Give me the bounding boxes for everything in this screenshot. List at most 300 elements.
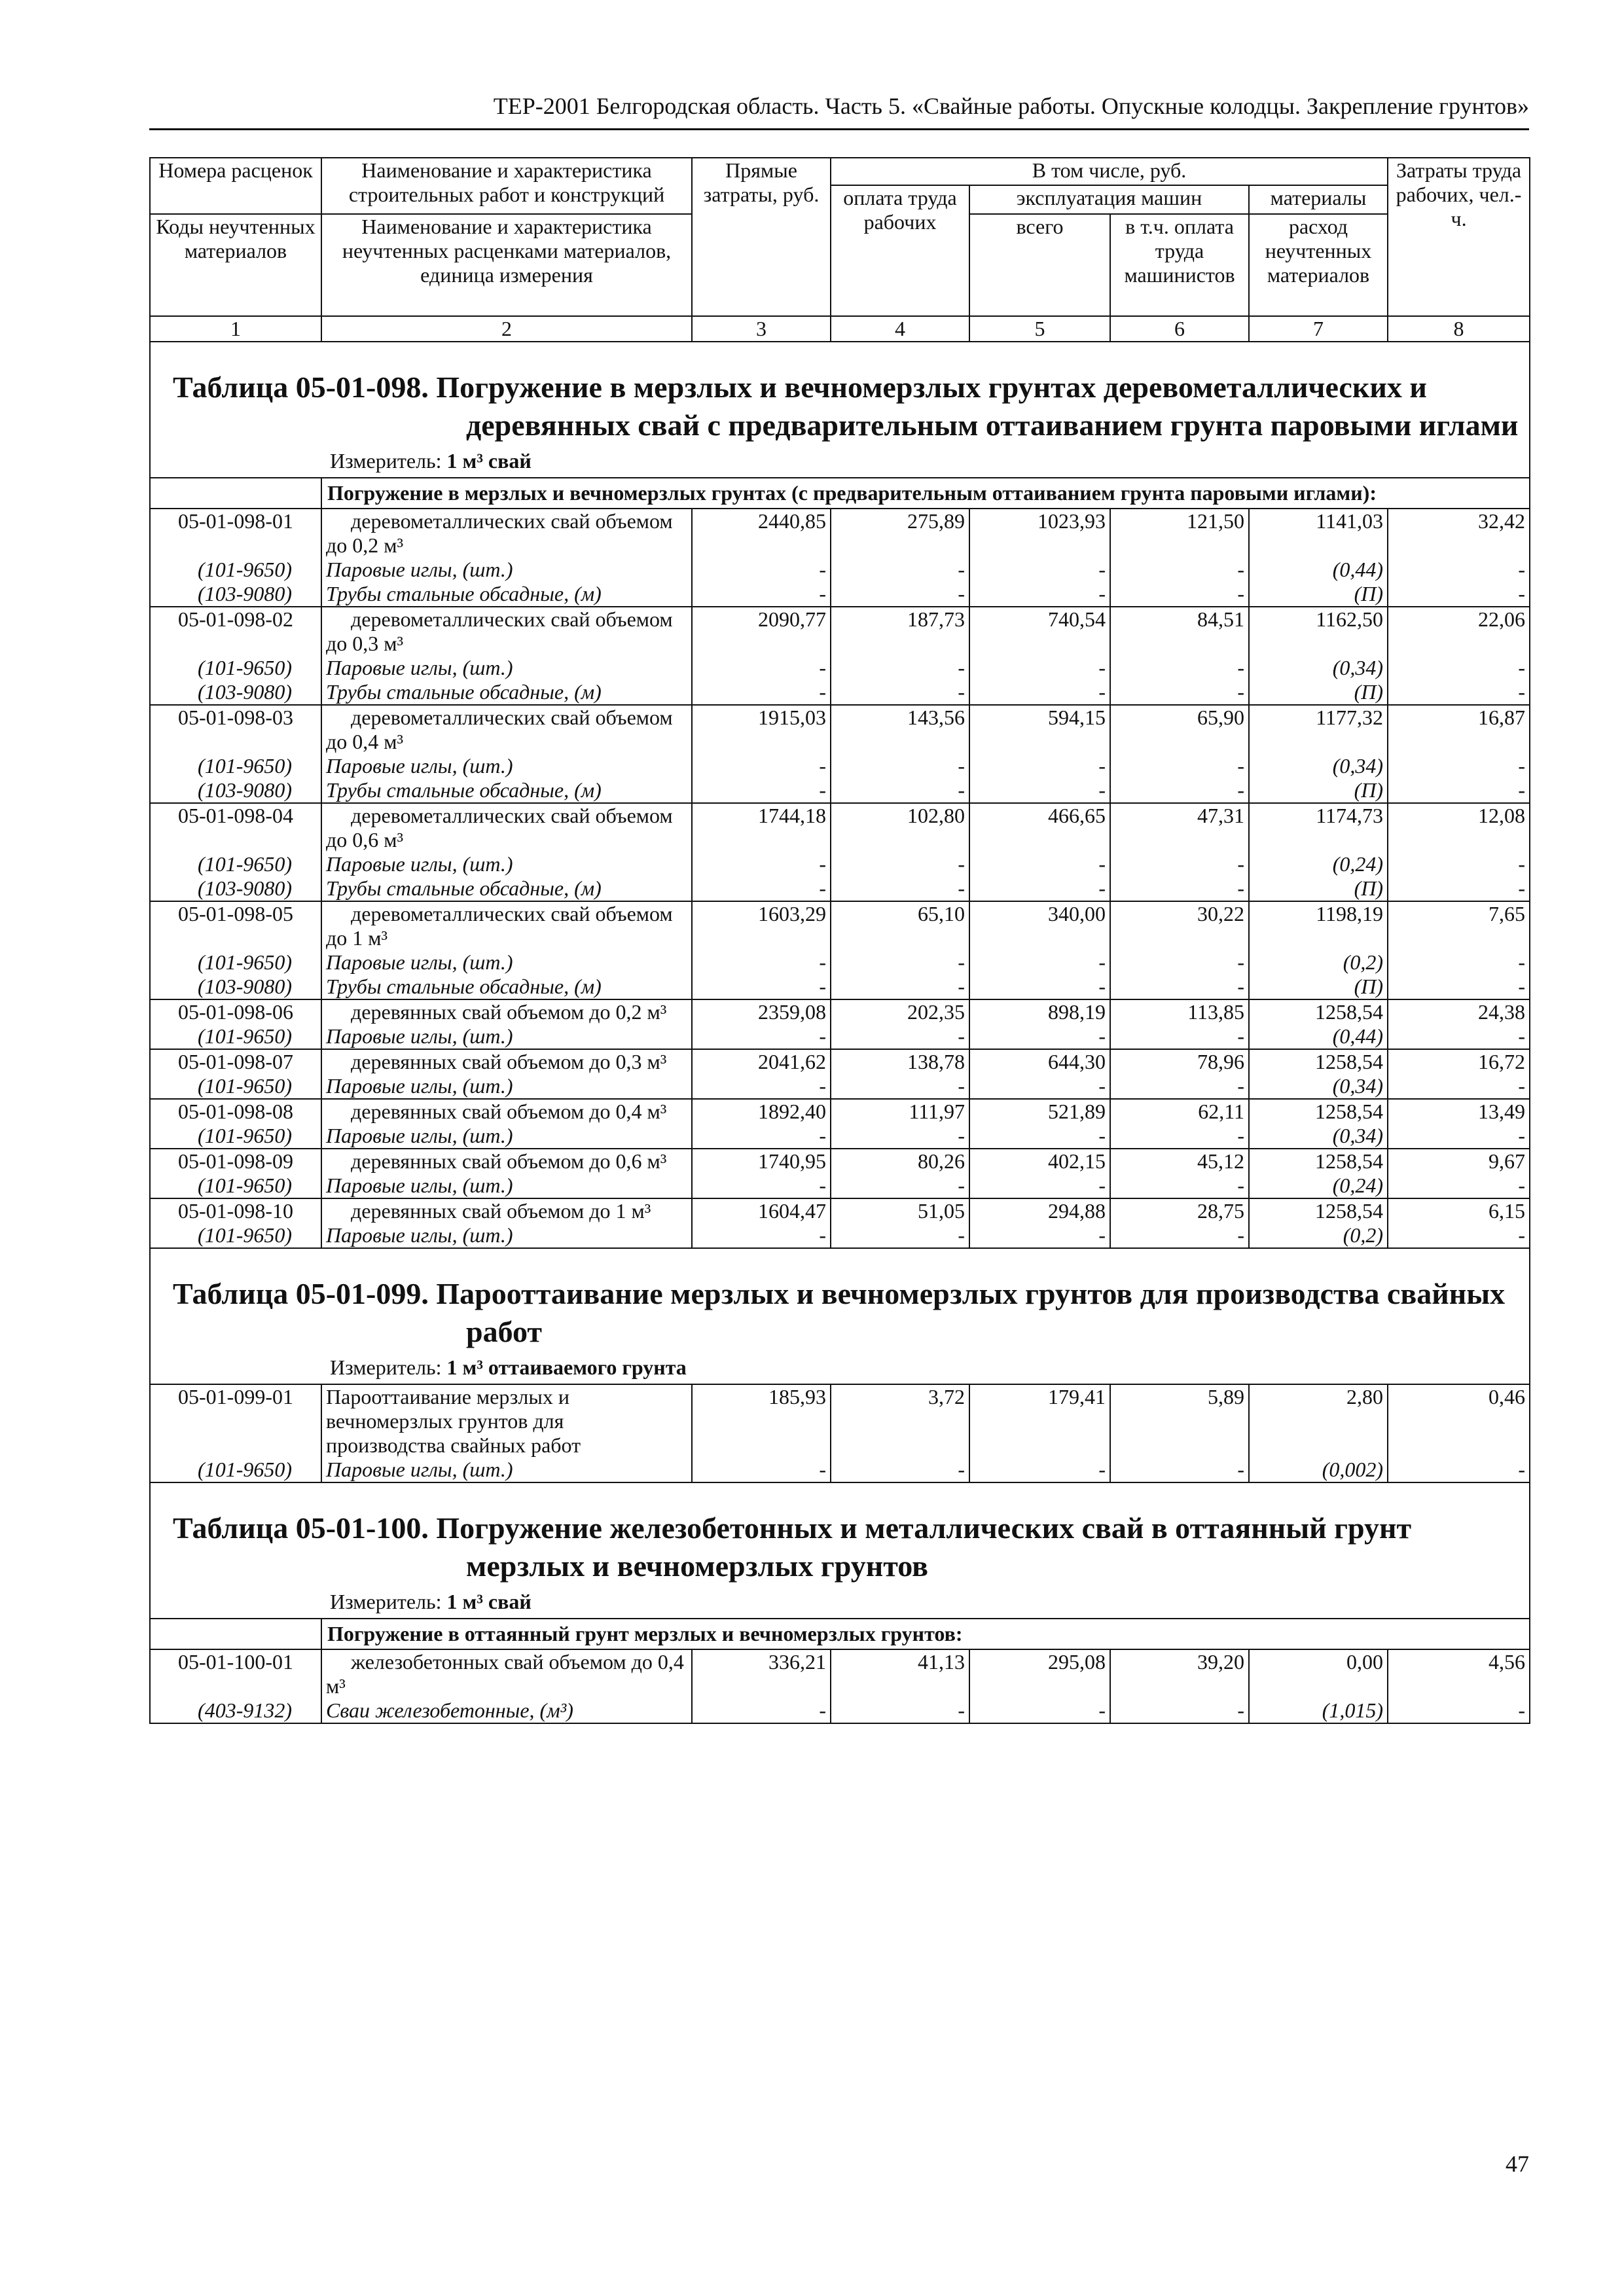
material-value: (0,24) [1249, 1174, 1388, 1198]
rate-value: 295,08 [969, 1649, 1110, 1698]
rate-value: 32,42 [1388, 509, 1530, 558]
material-value: - [1388, 950, 1530, 975]
rate-code: 05-01-098-01 [150, 509, 321, 558]
column-number-row [150, 316, 1530, 342]
material-value: - [969, 876, 1110, 901]
material-value: - [692, 1074, 831, 1099]
rate-name: деревометаллических свай объемом до 0,3 м³ [321, 607, 692, 656]
rate-value: 2359,08 [692, 999, 831, 1024]
rate-value: 2090,77 [692, 607, 831, 656]
table-meter [173, 1589, 1520, 1614]
material-code: (103-9080) [150, 582, 321, 607]
material-value: - [1388, 1698, 1530, 1723]
meter-label: Измеритель: [330, 1590, 442, 1613]
table-row [150, 1049, 1530, 1074]
material-name: Паровые иглы, (шт.) [321, 754, 692, 778]
rate-value: 521,89 [969, 1099, 1110, 1124]
column-number: 3 [692, 316, 831, 342]
rate-value: 113,85 [1110, 999, 1249, 1024]
material-value: - [1110, 680, 1249, 705]
header-machines-total: всего [969, 214, 1110, 316]
material-value: (П) [1249, 975, 1388, 999]
rate-value: 84,51 [1110, 607, 1249, 656]
material-value: - [1110, 852, 1249, 876]
rate-value: 0,46 [1388, 1384, 1530, 1458]
material-value: - [1110, 1223, 1249, 1248]
material-row [150, 558, 1530, 582]
header-col2-top: Наименование и характеристика строительных работ и конструкций [321, 158, 692, 214]
material-code: (103-9080) [150, 680, 321, 705]
material-row [150, 656, 1530, 680]
rate-value: 1177,32 [1249, 705, 1388, 754]
material-name: Паровые иглы, (шт.) [321, 1458, 692, 1482]
material-value: (П) [1249, 680, 1388, 705]
table-row [150, 1149, 1530, 1174]
material-name: Паровые иглы, (шт.) [321, 656, 692, 680]
material-value: - [692, 1124, 831, 1149]
rate-value: 294,88 [969, 1198, 1110, 1223]
material-row [150, 852, 1530, 876]
material-value: (0,34) [1249, 656, 1388, 680]
material-value: - [692, 1223, 831, 1248]
rate-value: 16,72 [1388, 1049, 1530, 1074]
rate-value: 143,56 [831, 705, 969, 754]
material-value: - [969, 1124, 1110, 1149]
material-value: - [692, 876, 831, 901]
material-value: (П) [1249, 778, 1388, 803]
material-value: - [969, 680, 1110, 705]
rate-value: 9,67 [1388, 1149, 1530, 1174]
column-number: 2 [321, 316, 692, 342]
material-value: - [692, 1458, 831, 1482]
material-name: Трубы стальные обсадные, (м) [321, 975, 692, 999]
rate-value: 1604,47 [692, 1198, 831, 1223]
rate-value: 22,06 [1388, 607, 1530, 656]
material-value: - [1388, 876, 1530, 901]
rate-value: 78,96 [1110, 1049, 1249, 1074]
material-value: - [831, 852, 969, 876]
rate-value: 1258,54 [1249, 1198, 1388, 1223]
material-row [150, 778, 1530, 803]
material-value: - [831, 1124, 969, 1149]
rate-value: 202,35 [831, 999, 969, 1024]
material-value: - [969, 1074, 1110, 1099]
rate-value: 1162,50 [1249, 607, 1388, 656]
group-row [150, 478, 1530, 509]
rate-code: 05-01-098-10 [150, 1198, 321, 1223]
material-code: (101-9650) [150, 1223, 321, 1248]
material-value: (1,015) [1249, 1698, 1388, 1723]
material-value: - [969, 852, 1110, 876]
material-value: - [1110, 876, 1249, 901]
material-value: - [692, 1698, 831, 1723]
rate-value: 111,97 [831, 1099, 969, 1124]
column-number: 4 [831, 316, 969, 342]
material-code: (101-9650) [150, 950, 321, 975]
table-title: Таблица 05-01-098. Погружение в мерзлых и вечномерзлых грунтах деревометаллических и деревянных свай с предварительным оттаиванием грунта паровыми иглами [173, 370, 1519, 442]
material-code: (101-9650) [150, 1458, 321, 1482]
meter-value: 1 м³ оттаиваемого грунта [446, 1355, 687, 1379]
meter-value: 1 м³ свай [446, 1590, 532, 1613]
table-title-row [150, 1482, 1530, 1619]
header-labor: Затраты труда рабочих, чел.-ч. [1388, 158, 1530, 316]
material-value: - [1388, 1174, 1530, 1198]
material-value: - [692, 950, 831, 975]
rate-value: 65,10 [831, 901, 969, 950]
material-value: - [692, 1174, 831, 1198]
material-value: - [1388, 1458, 1530, 1482]
material-value: (0,2) [1249, 950, 1388, 975]
material-value: - [1388, 852, 1530, 876]
rate-name: деревометаллических свай объемом до 1 м³ [321, 901, 692, 950]
material-row [150, 680, 1530, 705]
rate-value: 1892,40 [692, 1099, 831, 1124]
rate-value: 0,00 [1249, 1649, 1388, 1698]
material-code: (101-9650) [150, 1074, 321, 1099]
rate-value: 1198,19 [1249, 901, 1388, 950]
material-value: - [692, 582, 831, 607]
material-code: (101-9650) [150, 754, 321, 778]
material-name: Трубы стальные обсадные, (м) [321, 876, 692, 901]
table-title-cell [150, 1482, 1530, 1619]
rate-value: 3,72 [831, 1384, 969, 1458]
rate-value: 12,08 [1388, 803, 1530, 852]
rate-value: 1258,54 [1249, 1049, 1388, 1074]
table-title: Таблица 05-01-100. Погружение железобетонных и металлических свай в оттаянный грунт мерзлых и вечномерзлых грунтов [173, 1511, 1412, 1583]
rate-value: 1023,93 [969, 509, 1110, 558]
material-value: - [969, 754, 1110, 778]
rate-value: 65,90 [1110, 705, 1249, 754]
group-heading: Погружение в мерзлых и вечномерзлых грунтах (с предварительным оттаиванием грунта паровыми иглами): [321, 478, 1530, 509]
material-code: (103-9080) [150, 778, 321, 803]
table-row [150, 1099, 1530, 1124]
material-value: (0,34) [1249, 754, 1388, 778]
rate-value: 1258,54 [1249, 1099, 1388, 1124]
rate-value: 185,93 [692, 1384, 831, 1458]
material-value: - [692, 680, 831, 705]
rate-value: 402,15 [969, 1149, 1110, 1174]
material-value: - [1388, 1024, 1530, 1049]
table-title-block [154, 1483, 1525, 1618]
material-value: - [831, 1698, 969, 1723]
material-name: Паровые иглы, (шт.) [321, 1124, 692, 1149]
header-machines-wage: в т.ч. оплата труда машинистов [1110, 214, 1249, 316]
price-table [149, 157, 1530, 1724]
rate-value: 62,11 [1110, 1099, 1249, 1124]
material-value: - [692, 558, 831, 582]
table-row [150, 803, 1530, 852]
rate-value: 275,89 [831, 509, 969, 558]
rate-value: 740,54 [969, 607, 1110, 656]
rate-name: деревометаллических свай объемом до 0,4 м³ [321, 705, 692, 754]
rate-value: 1740,95 [692, 1149, 831, 1174]
table-meter [173, 448, 1520, 473]
material-value: - [1110, 754, 1249, 778]
material-row [150, 1124, 1530, 1149]
material-value: - [1388, 1074, 1530, 1099]
material-value: - [692, 656, 831, 680]
material-value: - [1110, 1458, 1249, 1482]
material-name: Паровые иглы, (шт.) [321, 1223, 692, 1248]
rate-code: 05-01-098-06 [150, 999, 321, 1024]
material-value: - [1110, 1074, 1249, 1099]
rate-code: 05-01-098-08 [150, 1099, 321, 1124]
material-name: Паровые иглы, (шт.) [321, 1174, 692, 1198]
rate-value: 1915,03 [692, 705, 831, 754]
material-code: (101-9650) [150, 656, 321, 680]
material-value: (0,24) [1249, 852, 1388, 876]
material-value: - [969, 1698, 1110, 1723]
rate-value: 1258,54 [1249, 1149, 1388, 1174]
material-value: - [1388, 754, 1530, 778]
rate-value: 102,80 [831, 803, 969, 852]
rate-value: 2041,62 [692, 1049, 831, 1074]
column-number: 1 [150, 316, 321, 342]
material-value: - [1388, 680, 1530, 705]
rate-value: 80,26 [831, 1149, 969, 1174]
material-value: - [969, 656, 1110, 680]
material-value: - [1110, 1124, 1249, 1149]
column-number: 8 [1388, 316, 1530, 342]
rate-value: 16,87 [1388, 705, 1530, 754]
material-value: - [1388, 582, 1530, 607]
column-number: 6 [1110, 316, 1249, 342]
material-value: (0,34) [1249, 1074, 1388, 1099]
material-row [150, 754, 1530, 778]
material-name: Трубы стальные обсадные, (м) [321, 778, 692, 803]
rate-name: деревометаллических свай объемом до 0,2 м³ [321, 509, 692, 558]
table-title: Таблица 05-01-099. Парооттаивание мерзлых и вечномерзлых грунтов для производства свайных работ [173, 1277, 1506, 1348]
rate-value: 1174,73 [1249, 803, 1388, 852]
rate-value: 1258,54 [1249, 999, 1388, 1024]
material-row [150, 1024, 1530, 1049]
material-value: - [969, 582, 1110, 607]
material-value: - [1110, 582, 1249, 607]
group-empty-cell [150, 478, 321, 509]
rate-value: 28,75 [1110, 1198, 1249, 1223]
header-in-total: В том числе, руб. [831, 158, 1388, 185]
material-value: - [1388, 975, 1530, 999]
column-number: 7 [1249, 316, 1388, 342]
header-rule [149, 128, 1529, 130]
rate-value: 644,30 [969, 1049, 1110, 1074]
material-value: (П) [1249, 876, 1388, 901]
material-value: - [1110, 656, 1249, 680]
material-value: - [969, 778, 1110, 803]
meter-label: Измеритель: [330, 449, 442, 473]
material-row [150, 1174, 1530, 1198]
rate-value: 1603,29 [692, 901, 831, 950]
rate-code: 05-01-099-01 [150, 1384, 321, 1458]
rate-name: деревянных свай объемом до 0,6 м³ [321, 1149, 692, 1174]
material-value: - [692, 852, 831, 876]
group-empty-cell [150, 1619, 321, 1649]
rate-value: 1744,18 [692, 803, 831, 852]
material-value: - [1388, 558, 1530, 582]
rate-name: деревометаллических свай объемом до 0,6 м³ [321, 803, 692, 852]
price-table-body [150, 158, 1530, 1723]
rate-code: 05-01-098-07 [150, 1049, 321, 1074]
material-value: - [969, 558, 1110, 582]
material-code: (403-9132) [150, 1698, 321, 1723]
material-code: (101-9650) [150, 1174, 321, 1198]
header-direct-costs: Прямые затраты, руб. [692, 158, 831, 316]
material-value: (П) [1249, 582, 1388, 607]
rate-value: 187,73 [831, 607, 969, 656]
rate-value: 2,80 [1249, 1384, 1388, 1458]
material-value: - [1110, 950, 1249, 975]
material-value: - [831, 1223, 969, 1248]
material-value: - [1110, 1698, 1249, 1723]
material-value: - [969, 1174, 1110, 1198]
material-code: (101-9650) [150, 1024, 321, 1049]
material-name: Паровые иглы, (шт.) [321, 852, 692, 876]
rate-name: деревянных свай объемом до 1 м³ [321, 1198, 692, 1223]
material-value: - [1110, 1174, 1249, 1198]
material-row [150, 1074, 1530, 1099]
table-row [150, 1649, 1530, 1698]
rate-value: 7,65 [1388, 901, 1530, 950]
header-materials-sub: расход неучтенных материалов [1249, 214, 1388, 316]
material-code: (101-9650) [150, 558, 321, 582]
material-name: Паровые иглы, (шт.) [321, 1074, 692, 1099]
material-value: - [692, 1024, 831, 1049]
table-row [150, 1384, 1530, 1458]
table-row [150, 999, 1530, 1024]
rate-value: 179,41 [969, 1384, 1110, 1458]
material-name: Паровые иглы, (шт.) [321, 558, 692, 582]
material-value: - [1388, 656, 1530, 680]
material-code: (103-9080) [150, 876, 321, 901]
rate-code: 05-01-098-09 [150, 1149, 321, 1174]
material-row [150, 1698, 1530, 1723]
material-value: - [969, 975, 1110, 999]
material-value: - [831, 778, 969, 803]
page-number: 47 [1506, 2151, 1529, 2177]
meter-value: 1 м³ свай [446, 449, 532, 473]
main-content [149, 157, 1529, 1724]
rate-code: 05-01-098-03 [150, 705, 321, 754]
material-name: Сваи железобетонные, (м³) [321, 1698, 692, 1723]
table-title-cell [150, 1248, 1530, 1384]
material-value: - [1110, 1024, 1249, 1049]
column-number: 5 [969, 316, 1110, 342]
material-row [150, 1223, 1530, 1248]
material-value: (0,44) [1249, 558, 1388, 582]
material-value: (0,44) [1249, 1024, 1388, 1049]
material-value: - [831, 876, 969, 901]
rate-value: 39,20 [1110, 1649, 1249, 1698]
header-col2-bottom: Наименование и характеристика неучтенных расценками материалов, единица измерения [321, 214, 692, 316]
rate-name: Парооттаивание мерзлых и вечномерзлых грунтов для производства свайных работ [321, 1384, 692, 1458]
material-value: - [969, 1223, 1110, 1248]
table-row [150, 607, 1530, 656]
table-row [150, 901, 1530, 950]
rate-value: 51,05 [831, 1198, 969, 1223]
material-value: - [831, 754, 969, 778]
material-code: (103-9080) [150, 975, 321, 999]
material-value: - [1388, 1124, 1530, 1149]
table-title-row [150, 342, 1530, 478]
material-value: - [831, 1074, 969, 1099]
material-name: Паровые иглы, (шт.) [321, 950, 692, 975]
material-value: - [1388, 1223, 1530, 1248]
table-meter [173, 1355, 1520, 1380]
header-wage: оплата труда рабочих [831, 185, 969, 316]
group-heading: Погружение в оттаянный грунт мерзлых и вечномерзлых грунтов: [321, 1619, 1530, 1649]
material-name: Трубы стальные обсадные, (м) [321, 680, 692, 705]
material-value: - [831, 656, 969, 680]
material-value: - [1110, 778, 1249, 803]
material-value: - [831, 1174, 969, 1198]
material-value: - [831, 975, 969, 999]
material-row [150, 1458, 1530, 1482]
material-code: (101-9650) [150, 1124, 321, 1149]
header-materials: материалы [1249, 185, 1388, 214]
header-col1-bottom: Коды неучтенных материалов [150, 214, 321, 316]
material-value: - [831, 1458, 969, 1482]
rate-value: 594,15 [969, 705, 1110, 754]
rate-value: 41,13 [831, 1649, 969, 1698]
rate-value: 898,19 [969, 999, 1110, 1024]
rate-value: 30,22 [1110, 901, 1249, 950]
table-row [150, 705, 1530, 754]
rate-value: 2440,85 [692, 509, 831, 558]
material-value: - [969, 1024, 1110, 1049]
material-row [150, 975, 1530, 999]
material-name: Паровые иглы, (шт.) [321, 1024, 692, 1049]
material-value: - [831, 558, 969, 582]
material-value: - [969, 950, 1110, 975]
material-value: - [831, 680, 969, 705]
rate-value: 47,31 [1110, 803, 1249, 852]
rate-value: 340,00 [969, 901, 1110, 950]
material-value: (0,2) [1249, 1223, 1388, 1248]
material-row [150, 950, 1530, 975]
material-value: - [1110, 975, 1249, 999]
table-title-cell [150, 342, 1530, 478]
rate-code: 05-01-098-04 [150, 803, 321, 852]
rate-name: деревянных свай объемом до 0,4 м³ [321, 1099, 692, 1124]
material-value: (0,34) [1249, 1124, 1388, 1149]
rate-value: 13,49 [1388, 1099, 1530, 1124]
material-value: - [831, 1024, 969, 1049]
rate-value: 4,56 [1388, 1649, 1530, 1698]
material-value: - [831, 582, 969, 607]
table-title-block [154, 342, 1525, 477]
table-title-row [150, 1248, 1530, 1384]
material-value: - [831, 950, 969, 975]
rate-value: 5,89 [1110, 1384, 1249, 1458]
material-row [150, 876, 1530, 901]
rate-code: 05-01-100-01 [150, 1649, 321, 1698]
material-value: - [969, 1458, 1110, 1482]
rate-name: железобетонных свай объемом до 0,4 м³ [321, 1649, 692, 1698]
material-code: (101-9650) [150, 852, 321, 876]
rate-value: 138,78 [831, 1049, 969, 1074]
material-name: Трубы стальные обсадные, (м) [321, 582, 692, 607]
meter-label: Измеритель: [330, 1355, 442, 1379]
page-header: ТЕР-2001 Белгородская область. Часть 5. «Свайные работы. Опускные колодцы. Закрепление грунтов» [493, 93, 1529, 119]
table-title-block [154, 1249, 1525, 1384]
rate-value: 1141,03 [1249, 509, 1388, 558]
rate-value: 6,15 [1388, 1198, 1530, 1223]
rate-value: 45,12 [1110, 1149, 1249, 1174]
table-row [150, 509, 1530, 558]
rate-value: 24,38 [1388, 999, 1530, 1024]
material-value: - [1110, 558, 1249, 582]
rate-code: 05-01-098-02 [150, 607, 321, 656]
